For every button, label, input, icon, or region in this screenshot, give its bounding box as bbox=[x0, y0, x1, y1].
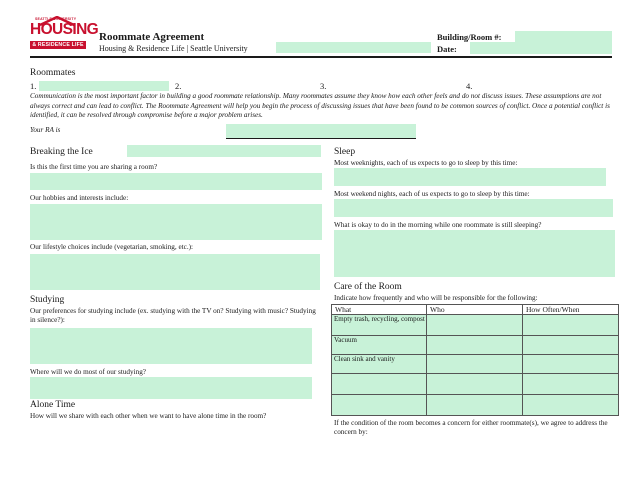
col-how-often: How Often/When bbox=[523, 305, 619, 315]
ice-answer-1[interactable] bbox=[30, 173, 322, 190]
alone-time-question: How will we share with each other when we want to have alone time in the room? bbox=[30, 412, 267, 420]
sleep-answer-3[interactable] bbox=[334, 230, 615, 277]
logo-top-text: SEATTLE UNIVERSITY bbox=[35, 17, 77, 21]
page-title: Roommate Agreement bbox=[99, 31, 205, 43]
care-table bbox=[331, 304, 619, 416]
ra-name-field[interactable] bbox=[226, 124, 416, 138]
sleep-question-1: Most weeknights, each of us expects to go to sleep by this time: bbox=[334, 159, 518, 167]
ice-question-3: Our lifestyle choices include (vegetarian, smoking, etc.): bbox=[30, 243, 194, 251]
how-often-cell[interactable] bbox=[523, 374, 619, 395]
ice-answer-3[interactable] bbox=[30, 254, 320, 290]
sleep-answer-2[interactable] bbox=[334, 199, 613, 217]
sleep-answer-1[interactable] bbox=[334, 168, 606, 186]
table-row bbox=[332, 395, 619, 416]
task-cell[interactable] bbox=[332, 395, 427, 416]
sleep-heading: Sleep bbox=[334, 147, 356, 157]
ice-question-1: Is this the first time you are sharing a room? bbox=[30, 163, 158, 171]
roommate-number-1: 1. bbox=[30, 81, 37, 91]
who-cell[interactable] bbox=[427, 374, 523, 395]
roommate-1-field[interactable] bbox=[39, 81, 169, 91]
how-often-cell[interactable] bbox=[523, 355, 619, 374]
date-label: Date: bbox=[437, 44, 457, 54]
task-cell[interactable] bbox=[332, 374, 427, 395]
ra-underline bbox=[226, 138, 416, 139]
ra-label: Your RA is bbox=[30, 126, 61, 134]
roommate-number-3: 3. bbox=[320, 81, 327, 91]
table-row bbox=[332, 374, 619, 395]
who-cell[interactable] bbox=[427, 336, 523, 355]
col-who: Who bbox=[427, 305, 523, 315]
studying-answer-1[interactable] bbox=[30, 328, 312, 364]
intro-paragraph: Communication is the most important factor in building a good roommate relationship. Many roommates assume they know how each other feels and do not discuss issues. These assumptions are not always correct and can lead to conflict. The Roommate Agreement will help you begin the process of discussing issues that have been found to be common sources of conflict. Once a potential conflict is identified, it can be resolved through compromise before a major problem arises. bbox=[30, 92, 610, 119]
roommate-number-4: 4. bbox=[466, 81, 473, 91]
col-what: What bbox=[332, 305, 427, 315]
care-heading: Care of the Room bbox=[334, 282, 402, 292]
sleep-question-3: What is okay to do in the morning while one roommate is still sleeping? bbox=[334, 221, 542, 229]
logo-bar-text: & RESIDENCE LIFE bbox=[30, 41, 86, 49]
building-room-field[interactable] bbox=[515, 31, 612, 42]
header-name-field[interactable] bbox=[276, 42, 431, 53]
table-row bbox=[332, 336, 619, 355]
task-cell[interactable]: Vacuum bbox=[332, 336, 427, 355]
studying-question-2: Where will we do most of our studying? bbox=[30, 368, 146, 376]
who-cell[interactable] bbox=[427, 395, 523, 416]
task-cell[interactable]: Empty trash, recycling, compost bbox=[332, 315, 427, 336]
studying-question-1: Our preferences for studying include (ex. studying with the TV on? Studying with music? Studying in silence?): bbox=[30, 307, 316, 324]
table-row bbox=[332, 355, 619, 374]
ice-question-2: Our hobbies and interests include: bbox=[30, 194, 129, 202]
care-concern-text: If the condition of the room becomes a concern for either roommate(s), we agree to address the concern by: bbox=[334, 419, 608, 436]
breaking-ice-heading: Breaking the Ice bbox=[30, 147, 93, 157]
who-cell[interactable] bbox=[427, 355, 523, 374]
header-divider bbox=[30, 56, 612, 58]
alone-time-heading: Alone Time bbox=[30, 400, 76, 410]
how-often-cell[interactable] bbox=[523, 395, 619, 416]
roommates-heading: Roommates bbox=[30, 68, 76, 78]
sleep-question-2: Most weekend nights, each of us expects to go to sleep by this time: bbox=[334, 190, 530, 198]
page-subtitle: Housing & Residence Life | Seattle University bbox=[99, 44, 248, 53]
ice-answer-2[interactable] bbox=[30, 204, 322, 240]
table-row bbox=[332, 315, 619, 336]
breaking-ice-field[interactable] bbox=[127, 145, 321, 157]
logo-main-text: HOUSING bbox=[30, 21, 99, 38]
studying-heading: Studying bbox=[30, 295, 65, 305]
building-label: Building/Room #: bbox=[437, 32, 502, 42]
how-often-cell[interactable] bbox=[523, 315, 619, 336]
task-cell[interactable]: Clean sink and vanity bbox=[332, 355, 427, 374]
roommate-number-2: 2. bbox=[175, 81, 182, 91]
care-table-header bbox=[332, 305, 619, 315]
who-cell[interactable] bbox=[427, 315, 523, 336]
care-instruction: Indicate how frequently and who will be responsible for the following: bbox=[334, 294, 538, 302]
studying-answer-2[interactable] bbox=[30, 377, 312, 399]
date-field[interactable] bbox=[470, 42, 612, 54]
how-often-cell[interactable] bbox=[523, 336, 619, 355]
